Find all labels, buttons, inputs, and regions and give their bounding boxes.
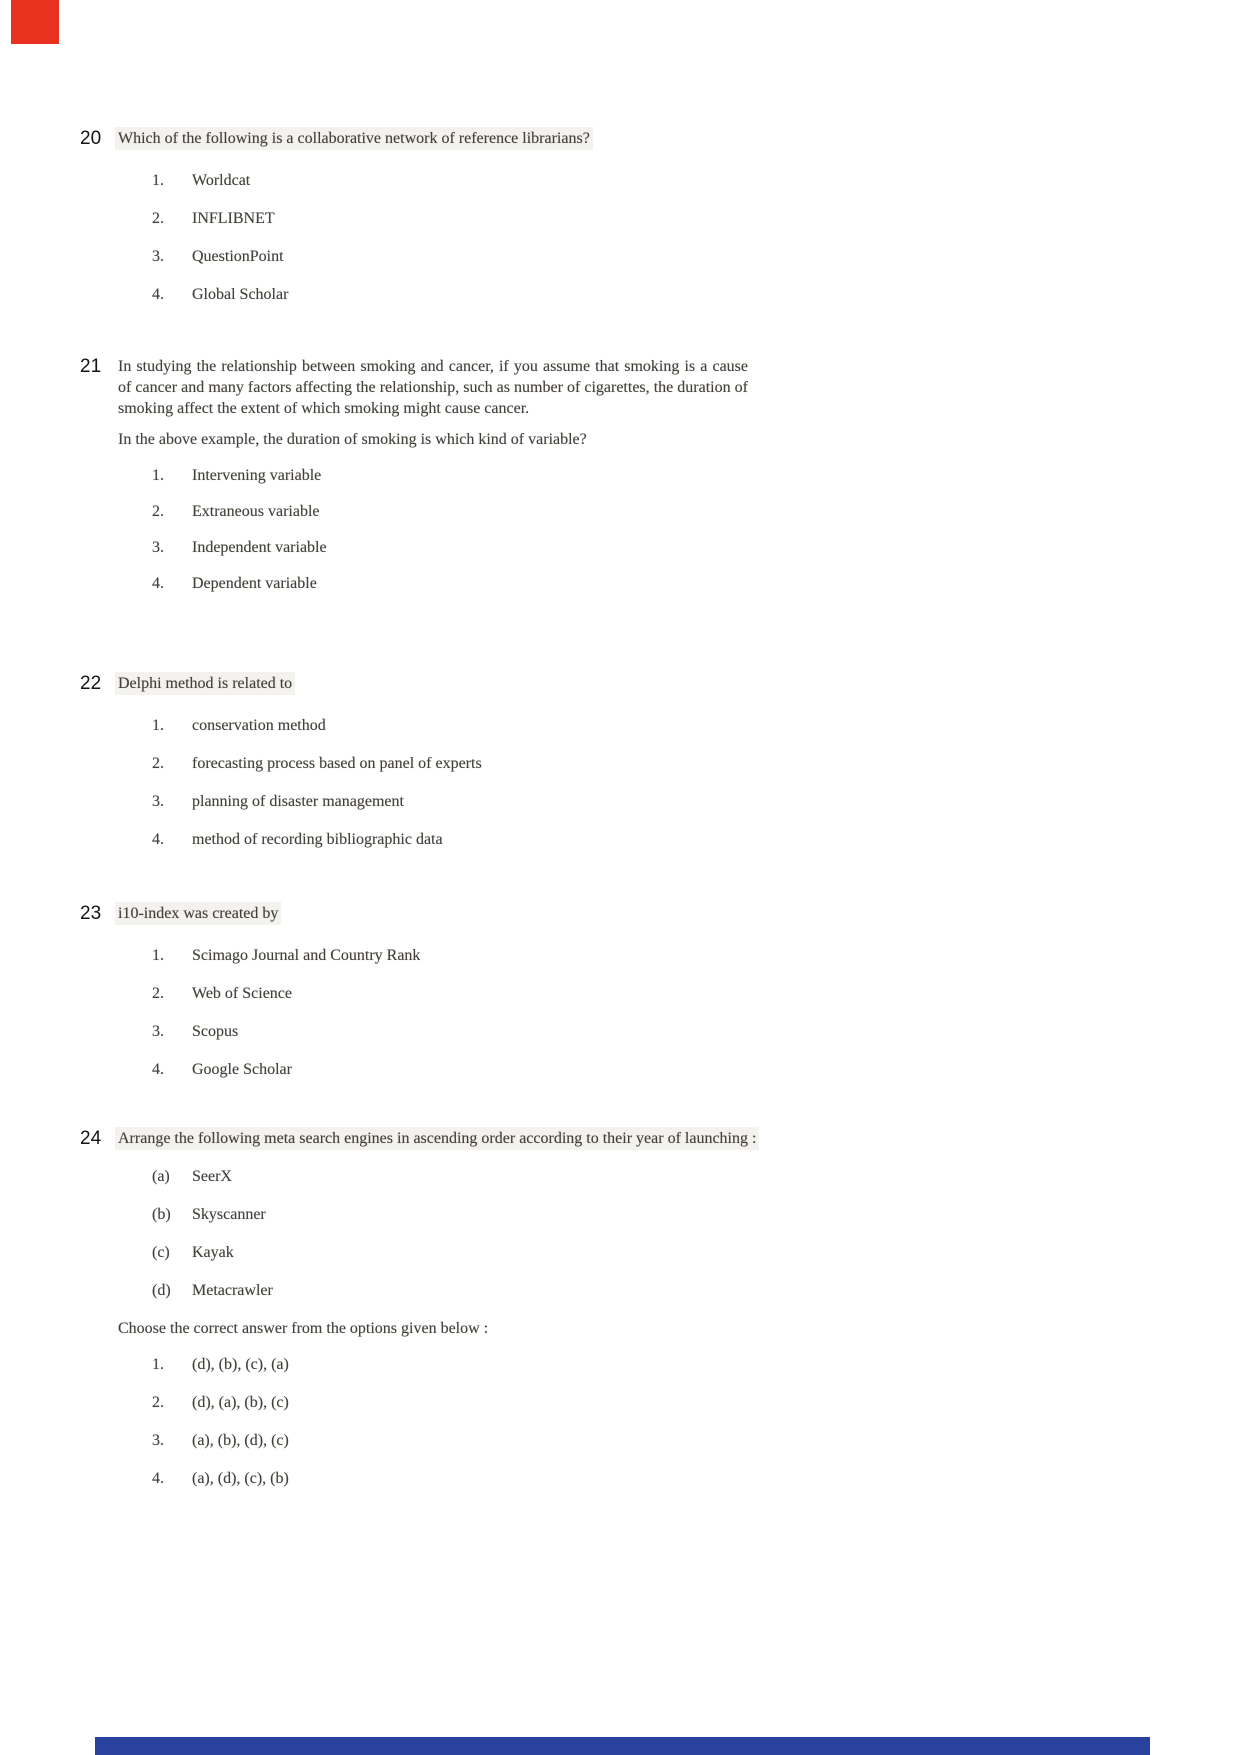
option-row <box>118 170 780 192</box>
option-text: Intervening variable <box>192 467 322 484</box>
option-text: (a), (b), (d), (c) <box>192 1432 289 1449</box>
option-row <box>118 945 780 967</box>
question-number: 22 <box>80 673 102 694</box>
sub-option-label: (b) <box>152 1206 171 1223</box>
option-text: (d), (b), (c), (a) <box>192 1356 289 1373</box>
question-24 <box>80 1128 780 1506</box>
option-row <box>118 829 780 851</box>
option-row <box>118 501 780 523</box>
option-row <box>118 208 780 230</box>
option-text: Web of Science <box>192 985 292 1002</box>
option-label: 4. <box>152 831 164 848</box>
question-text: i10-index was created by <box>118 905 279 922</box>
option-row <box>118 537 780 559</box>
option-text: Worldcat <box>192 172 251 189</box>
option-text: INFLIBNET <box>192 210 275 227</box>
sub-option-row <box>118 1204 780 1226</box>
option-label: 2. <box>152 755 164 772</box>
question-text: Arrange the following meta search engines in ascending order according to their year of launching : <box>118 1130 757 1147</box>
option-label: 2. <box>152 1394 164 1411</box>
options-list <box>118 715 780 851</box>
option-text: (a), (d), (c), (b) <box>192 1470 289 1487</box>
option-text: (d), (a), (b), (c) <box>192 1394 289 1411</box>
question-text: Which of the following is a collaborative network of reference librarians? <box>118 130 590 147</box>
option-text: Independent variable <box>192 539 327 556</box>
option-row <box>118 1468 780 1490</box>
question-21 <box>80 356 780 609</box>
sub-option-text: Kayak <box>192 1244 234 1261</box>
sub-option-row <box>118 1280 780 1302</box>
option-text: Dependent variable <box>192 575 317 592</box>
sub-option-text: Skyscanner <box>192 1206 266 1223</box>
option-label: 1. <box>152 717 164 734</box>
option-label: 4. <box>152 1061 164 1078</box>
option-text: planning of disaster management <box>192 793 404 810</box>
sub-option-text: SeerX <box>192 1168 232 1185</box>
sub-option-text: Metacrawler <box>192 1282 273 1299</box>
option-label: 3. <box>152 793 164 810</box>
option-row <box>118 1430 780 1452</box>
option-text: Google Scholar <box>192 1061 292 1078</box>
footer-blue-bar <box>95 1737 1150 1755</box>
option-label: 4. <box>152 286 164 303</box>
option-text: method of recording bibliographic data <box>192 831 443 848</box>
question-number: 21 <box>80 356 102 377</box>
options-list <box>118 465 780 595</box>
option-row <box>118 246 780 268</box>
option-label: 1. <box>152 467 164 484</box>
option-label: 4. <box>152 1470 164 1487</box>
red-corner-marker <box>11 0 59 44</box>
sub-option-row <box>118 1166 780 1188</box>
option-row <box>118 465 780 487</box>
question-number: 24 <box>80 1128 102 1149</box>
option-label: 1. <box>152 172 164 189</box>
answer-instruction: Choose the correct answer from the options given below : <box>118 1320 489 1337</box>
option-row <box>118 983 780 1005</box>
question-number: 23 <box>80 903 102 924</box>
sub-option-row <box>118 1242 780 1264</box>
option-label: 3. <box>152 248 164 265</box>
option-text: Scopus <box>192 1023 239 1040</box>
option-row <box>118 1059 780 1081</box>
sub-options-list <box>118 1166 780 1302</box>
question-23 <box>80 903 780 1097</box>
options-list <box>118 945 780 1081</box>
option-text: QuestionPoint <box>192 248 284 265</box>
options-list <box>118 170 780 306</box>
option-label: 2. <box>152 503 164 520</box>
option-label: 4. <box>152 575 164 592</box>
question-paragraph: In studying the relationship between smoking and cancer, if you assume that smoking is a cause of cancer and many factors affecting the relationship, such as number of cigarettes, the duration of smoking affect the extent of which smoking might cause cancer. <box>118 358 748 417</box>
option-label: 1. <box>152 1356 164 1373</box>
sub-option-label: (a) <box>152 1168 170 1185</box>
option-label: 2. <box>152 210 164 227</box>
question-text: Delphi method is related to <box>118 675 293 692</box>
option-label: 3. <box>152 1023 164 1040</box>
option-row <box>118 715 780 737</box>
question-20 <box>80 128 780 322</box>
option-label: 2. <box>152 985 164 1002</box>
option-row <box>118 284 780 306</box>
options-list <box>118 1354 780 1490</box>
option-text: Global Scholar <box>192 286 289 303</box>
option-text: conservation method <box>192 717 326 734</box>
question-text: In the above example, the duration of smoking is which kind of variable? <box>118 431 587 448</box>
question-number: 20 <box>80 128 102 149</box>
option-row <box>118 573 780 595</box>
question-22 <box>80 673 780 867</box>
option-label: 3. <box>152 539 164 556</box>
option-label: 1. <box>152 947 164 964</box>
sub-option-label: (c) <box>152 1244 170 1261</box>
option-text: Extraneous variable <box>192 503 320 520</box>
option-row <box>118 753 780 775</box>
option-row <box>118 1354 780 1376</box>
option-row <box>118 1392 780 1414</box>
option-text: forecasting process based on panel of experts <box>192 755 482 772</box>
option-row <box>118 1021 780 1043</box>
option-label: 3. <box>152 1432 164 1449</box>
option-text: Scimago Journal and Country Rank <box>192 947 421 964</box>
option-row <box>118 791 780 813</box>
sub-option-label: (d) <box>152 1282 171 1299</box>
